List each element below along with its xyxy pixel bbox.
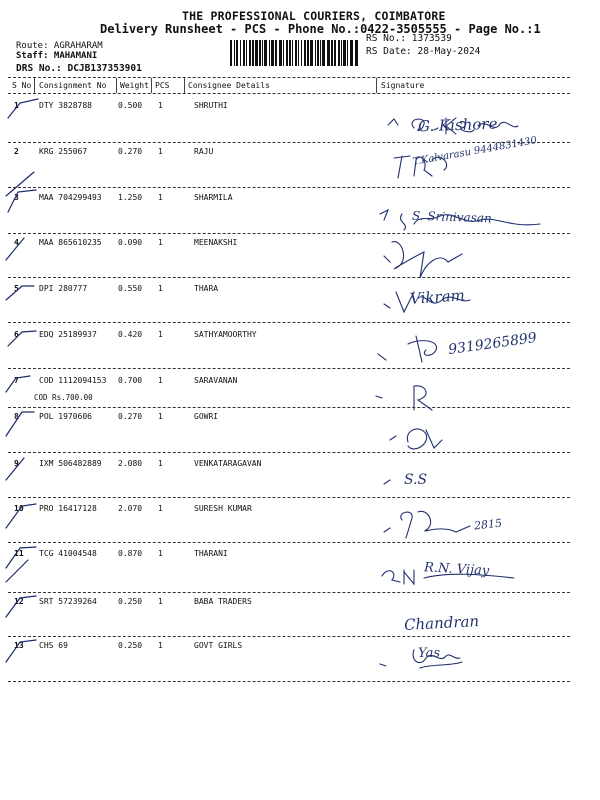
barcode-bar (279, 40, 282, 66)
row-consignee: RAJU (194, 147, 214, 156)
barcode (230, 40, 358, 66)
barcode-bar (347, 40, 348, 66)
barcode-bar (315, 40, 316, 66)
row-sno: 7 (14, 376, 19, 385)
row-weight: 0.090 (118, 238, 143, 247)
row-weight: 0.500 (118, 101, 143, 110)
col-divider (376, 78, 377, 93)
barcode-bar (240, 40, 241, 66)
rs-date: RS Date: 28-May-2024 (366, 46, 481, 57)
col-header-consignment: Consignment No (39, 81, 107, 90)
row-pcs: 1 (158, 193, 163, 202)
row-weight: 1.250 (118, 193, 143, 202)
barcode-bar (343, 40, 346, 66)
barcode-bar (292, 40, 293, 66)
col-header-signature: Signature (381, 81, 425, 90)
row-consignee: THARA (194, 284, 219, 293)
signature-row-1: G. Kishore (417, 114, 498, 136)
barcode-bar (271, 40, 274, 66)
row-consignment: IXM 506482889 (39, 459, 102, 468)
row-sno: 6 (14, 330, 19, 339)
signature-row-13: Yas (418, 646, 440, 661)
company-title: THE PROFESSIONAL COURIERS, COIMBATORE (182, 9, 446, 23)
row-pcs: 1 (158, 284, 163, 293)
row-consignment: MAA 704299493 (39, 193, 102, 202)
row-sno: 13 (14, 641, 24, 650)
row-pcs: 1 (158, 147, 163, 156)
row-consignment: KRG 255067 (39, 147, 88, 156)
row-consignee: GOWRI (194, 412, 219, 421)
row-consignment: COD 1112094153 (39, 376, 107, 385)
row-sno: 11 (14, 549, 24, 558)
row-pcs: 1 (158, 549, 163, 558)
barcode-bar (298, 40, 299, 66)
row-sno: 8 (14, 412, 19, 421)
signature-row-9: S.S (404, 472, 428, 488)
barcode-bar (307, 40, 309, 66)
col-divider (116, 78, 117, 93)
barcode-bar (269, 40, 270, 66)
barcode-bar (338, 40, 340, 66)
signature-row-3: S. Srinivasan (411, 208, 492, 226)
row-weight: 0.250 (118, 641, 143, 650)
row-consignment: EDQ 25189937 (39, 330, 97, 339)
row-sno: 9 (14, 459, 19, 468)
row-consignee: SURESH KUMAR (194, 504, 252, 513)
row-pcs: 1 (158, 412, 163, 421)
barcode-bar (320, 40, 321, 66)
col-header-weight: Weight (120, 81, 149, 90)
row-consignment: POL 1970606 (39, 412, 92, 421)
row-sno: 2 (14, 147, 19, 156)
barcode-bar (304, 40, 306, 66)
barcode-bar (246, 40, 247, 66)
barcode-bar (243, 40, 245, 66)
route-label: Route: AGRAHARAM (16, 41, 103, 51)
signature-row-2: T.Kalvarasu 9444831430 (412, 135, 538, 168)
barcode-bar (262, 40, 263, 66)
row-rule (8, 636, 570, 637)
barcode-bar (283, 40, 284, 66)
row-consignee: SHRUTHI (194, 101, 228, 110)
row-consignment: TCG 41004548 (39, 549, 97, 558)
row-pcs: 1 (158, 238, 163, 247)
barcode-bar (334, 40, 336, 66)
row-consignee: SATHYAMOORTHY (194, 330, 257, 339)
barcode-bar (350, 40, 353, 66)
barcode-bar (331, 40, 333, 66)
col-divider (151, 78, 152, 93)
barcode-bar (289, 40, 291, 66)
row-sno: 4 (14, 238, 19, 247)
signature-row-12: Chandran (403, 612, 480, 634)
rs-number: RS No.: 1373539 (366, 33, 452, 44)
row-sno: 5 (14, 284, 19, 293)
row-weight: 0.700 (118, 376, 143, 385)
row-rule (8, 187, 570, 188)
row-consignment: CHS 69 (39, 641, 68, 650)
barcode-bar (310, 40, 313, 66)
col-divider (184, 78, 185, 93)
barcode-bar (230, 40, 232, 66)
row-rule (8, 542, 570, 543)
row-weight: 0.870 (118, 549, 143, 558)
signature-row-10: 2815 (473, 516, 503, 533)
row-consignment: PRO 16417128 (39, 504, 97, 513)
row-weight: 2.080 (118, 459, 143, 468)
drs-number: DRS No.: DCJB137353901 (16, 63, 142, 74)
runsheet-subtitle: Delivery Runsheet - PCS - Phone No.:0422-3505555 - Page No.:1 (100, 22, 541, 36)
barcode-bar (264, 40, 267, 66)
barcode-bar (286, 40, 288, 66)
row-sno: 10 (14, 504, 24, 513)
row-rule (8, 368, 570, 369)
row-consignee: BABA TRADERS (194, 597, 252, 606)
barcode-bar (252, 40, 254, 66)
staff-label: Staff: MAHAMANI (16, 51, 98, 61)
barcode-bar (255, 40, 258, 66)
row-consignment: SRT 57239264 (39, 597, 97, 606)
row-consignee: GOVT GIRLS (194, 641, 243, 650)
signature-row-5: Vikram (409, 286, 466, 308)
barcode-bar (275, 40, 277, 66)
barcode-bar (234, 40, 235, 66)
row-sno: 1 (14, 101, 19, 110)
row-consignment: MAA 865610235 (39, 238, 102, 247)
col-header-sno: S No (12, 81, 32, 90)
row-rule (8, 681, 570, 682)
barcode-bar (295, 40, 297, 66)
row-weight: 0.250 (118, 597, 143, 606)
row-pcs: 1 (158, 641, 163, 650)
row-weight: 0.270 (118, 412, 143, 421)
row-rule (8, 233, 570, 234)
row-consignment: DPI 280777 (39, 284, 88, 293)
row-rule (8, 407, 570, 408)
barcode-bar (249, 40, 251, 66)
row-rule (8, 497, 570, 498)
row-consignee: MEENAKSHI (194, 238, 238, 247)
barcode-bar (301, 40, 302, 66)
row-pcs: 1 (158, 376, 163, 385)
row-rule (8, 322, 570, 323)
row-rule (8, 277, 570, 278)
row-consignee: SARAVANAN (194, 376, 238, 385)
barcode-bar (317, 40, 319, 66)
col-header-consignee: Consignee Details (188, 81, 270, 90)
col-header-pcs: PCS (155, 81, 170, 90)
row-pcs: 1 (158, 101, 163, 110)
row-weight: 0.550 (118, 284, 143, 293)
row-pcs: 1 (158, 330, 163, 339)
row-consignee: THARANI (194, 549, 228, 558)
row-weight: 0.270 (118, 147, 143, 156)
row-weight: 0.420 (118, 330, 143, 339)
signature-row-6: 9319265899 (447, 329, 538, 359)
row-sno: 12 (14, 597, 24, 606)
row-pcs: 1 (158, 504, 163, 513)
row-consignee: SHARMILA (194, 193, 233, 202)
barcode-bar (322, 40, 325, 66)
cod-amount: COD Rs.700.00 (34, 393, 93, 402)
row-rule (8, 592, 570, 593)
signature-row-11: R.N. Vijay (423, 560, 490, 579)
barcode-bar (259, 40, 261, 66)
row-pcs: 1 (158, 597, 163, 606)
barcode-bar (341, 40, 342, 66)
row-rule (8, 452, 570, 453)
tick-mark (8, 99, 38, 118)
row-sno: 3 (14, 193, 19, 202)
row-consignment: DTY 3828788 (39, 101, 92, 110)
row-weight: 2.070 (118, 504, 143, 513)
barcode-bar (355, 40, 358, 66)
header-rule-bottom (8, 93, 570, 94)
col-divider (34, 78, 35, 93)
barcode-bar (327, 40, 330, 66)
row-consignee: VENKATARAGAVAN (194, 459, 262, 468)
header-rule-top (8, 77, 570, 78)
row-pcs: 1 (158, 459, 163, 468)
barcode-bar (236, 40, 238, 66)
